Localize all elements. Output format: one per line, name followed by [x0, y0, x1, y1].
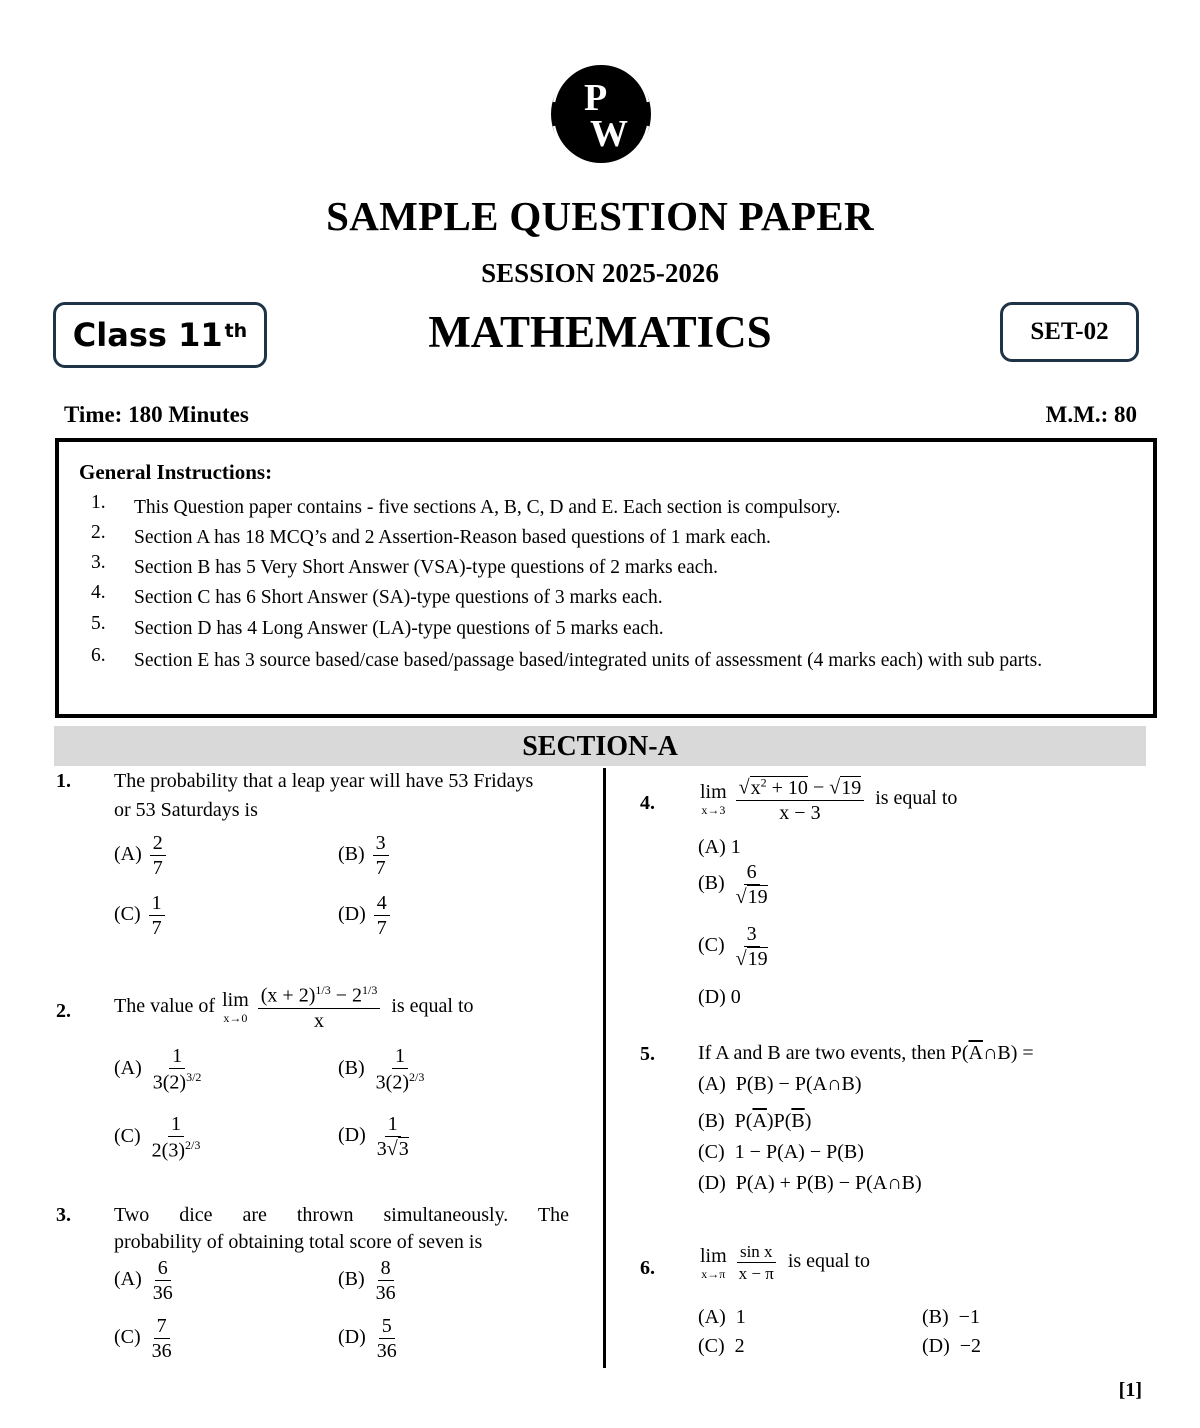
paper-title: SAMPLE QUESTION PAPER	[326, 193, 874, 239]
option: (D) −2	[922, 1335, 982, 1357]
set-badge: SET-02	[1000, 302, 1139, 362]
question-number: 5.	[640, 1043, 655, 1065]
svg-text:P: P	[584, 77, 608, 119]
option: (A) $\frac{1}{3(2)^{3/2}}$	[114, 1045, 202, 1094]
option: (C) $\frac{3}{√19}$	[698, 923, 768, 970]
question-text: lim x→3 $\frac{√x^2 + 10 - √19}{x - 3}$ is equal to	[700, 775, 958, 824]
option: (D) $\frac{4}{7}$	[338, 893, 390, 938]
option: (C) $\frac{7}{36}$	[114, 1315, 172, 1362]
option: (C) $\frac{1}{7}$	[114, 893, 165, 938]
option: (A) 1	[698, 836, 741, 858]
question-number: 3.	[56, 1204, 71, 1226]
time-label: Time: 180 Minutes	[64, 402, 249, 427]
general-instructions-box: General Instructions: 1. This Question paper contains - five sections A, B, C, D and E. Each section is compulsory. 2. Section A has 18 MCQ’s and 2 Assertion-Reason based questions of 1 mark each. 3. Section B has 5 Very Short Answer (VSA)-type questions of 2 marks each. 4. Section C has 6 Short Answer (SA)-type questions of 3 marks each. 5. Section D has 4 Long Answer (LA)-type questions of 5 marks each. 6. Section E has 3 source based/case based/passage based/integrated units of assessment (4 marks each) with sub parts.	[55, 438, 1157, 718]
option: (A) $\frac{2}{7}$	[114, 833, 166, 878]
question-text: The value of lim x→0 $\frac{(x + 2)^{1/3} - 2^{1/3}}{x}$ is equal to	[114, 983, 474, 1032]
option: (B) $P(\overline{A})P(\overline{B})$	[698, 1110, 812, 1132]
pw-logo	[546, 58, 656, 170]
option: (B) $\frac{3}{7}$	[338, 833, 389, 878]
option: (A) 1	[698, 1306, 746, 1328]
session-label: SESSION 2025-2026	[481, 258, 719, 288]
question-text: Two dice are thrown simultaneously. The probability of obtaining total score of seven is	[114, 1204, 569, 1253]
option: (C) 2	[698, 1335, 745, 1357]
svg-text:W: W	[590, 113, 628, 155]
option: (C) $\frac{1}{2(3)^{2/3}}$	[114, 1113, 201, 1162]
option: (C) 1 − P(A) − P(B)	[698, 1141, 864, 1163]
class-label: Class 11	[72, 316, 223, 354]
option: (D) 0	[698, 986, 741, 1008]
option: (B) $\frac{1}{3(2)^{2/3}}$	[338, 1045, 425, 1094]
class-suffix: th	[224, 320, 248, 342]
instructions-title: General Instructions:	[79, 460, 273, 484]
question-text: If A and B are two events, then $P(\overline{A}\cap B)$ =	[698, 1042, 1034, 1064]
question-number: 4.	[640, 792, 655, 814]
column-divider	[603, 768, 606, 1368]
option: (B) $\frac{6}{√19}$	[698, 861, 768, 908]
option: (D) $\frac{1}{3√3}$	[338, 1113, 409, 1160]
class-badge	[53, 302, 267, 368]
option: (B) $\frac{8}{36}$	[338, 1257, 396, 1304]
max-marks-label: M.M.: 80	[1045, 402, 1137, 427]
subject-title: MATHEMATICS	[428, 307, 772, 357]
option: (A) $\frac{6}{36}$	[114, 1257, 173, 1304]
question-number: 1.	[56, 770, 71, 792]
question-text: lim x→π $\frac{\text{sin x}}{x - \pi}$ is equal to	[700, 1242, 871, 1283]
option: (D) P(A) + P(B) − P(A∩B)	[698, 1172, 922, 1194]
question-number: 2.	[56, 1000, 71, 1022]
question-text: The probability that a leap year will have 53 Fridays or 53 Saturdays is	[114, 770, 534, 821]
option: (B) −1	[922, 1306, 980, 1328]
question-number: 6.	[640, 1257, 655, 1279]
section-title: SECTION-A	[522, 731, 678, 762]
option: (A) P(B) − P(A∩B)	[698, 1073, 862, 1095]
option: (D) $\frac{5}{36}$	[338, 1315, 397, 1362]
page-number: [1]	[1118, 1379, 1142, 1401]
